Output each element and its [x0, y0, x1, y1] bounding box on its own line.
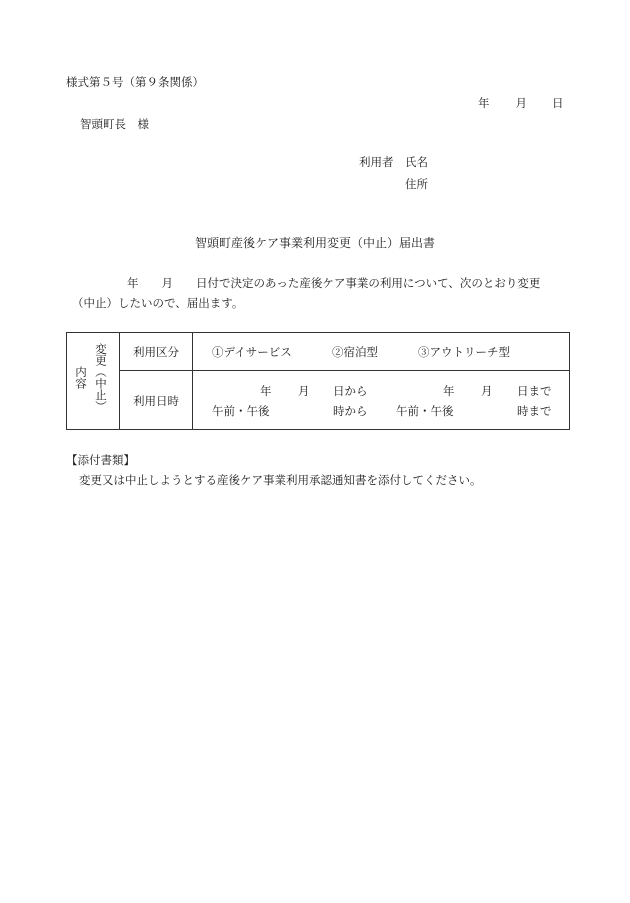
to-hour-label: 時まで: [517, 404, 552, 418]
table-divider: [119, 370, 569, 371]
usage-type-label: 利用区分: [133, 345, 179, 359]
body-text-line-2: （中止）したいので、届出ます。: [72, 296, 244, 310]
form-number: 様式第５号（第９条関係）: [66, 75, 204, 89]
side-label-change: 変更（中止）: [94, 343, 108, 412]
applicant-label: 利用者: [359, 155, 394, 169]
from-hour-label: 時から: [333, 404, 368, 418]
applicant-name-label: 氏名: [405, 155, 428, 169]
usage-datetime-label: 利用日時: [133, 394, 179, 408]
table-divider: [119, 333, 120, 429]
date-year-label: 年: [478, 96, 490, 110]
addressee: 智頭町長 様: [80, 117, 149, 131]
to-ampm-label: 午前・午後: [396, 404, 454, 418]
usage-option-outreach: ③アウトリーチ型: [418, 345, 510, 359]
to-year-label: 年: [443, 384, 455, 398]
to-day-label: 日まで: [517, 384, 552, 398]
change-content-table: [66, 332, 570, 430]
from-month-label: 月: [298, 384, 310, 398]
usage-option-overnight: ②宿泊型: [332, 345, 378, 359]
date-month-label: 月: [515, 96, 527, 110]
from-year-label: 年: [260, 384, 272, 398]
document-title: 智頭町産後ケア事業利用変更（中止）届出書: [194, 236, 435, 250]
from-day-label: 日から: [333, 384, 368, 398]
body-text-line-1: 年 月 日付で決定のあった産後ケア事業の利用について、次のとおり変更: [127, 276, 541, 290]
applicant-address-label: 住所: [405, 177, 428, 191]
attachments-heading: 【添付書類】: [66, 453, 135, 467]
attachments-text: 変更又は中止しようとする産後ケア事業利用承認通知書を添付してください。: [79, 473, 482, 487]
date-day-label: 日: [552, 96, 564, 110]
usage-option-day-service: ①デイサービス: [212, 345, 292, 359]
from-ampm-label: 午前・午後: [212, 404, 270, 418]
table-divider: [192, 333, 193, 429]
to-month-label: 月: [481, 384, 493, 398]
side-label-content: 内容: [74, 366, 88, 389]
submission-date: [478, 96, 564, 110]
